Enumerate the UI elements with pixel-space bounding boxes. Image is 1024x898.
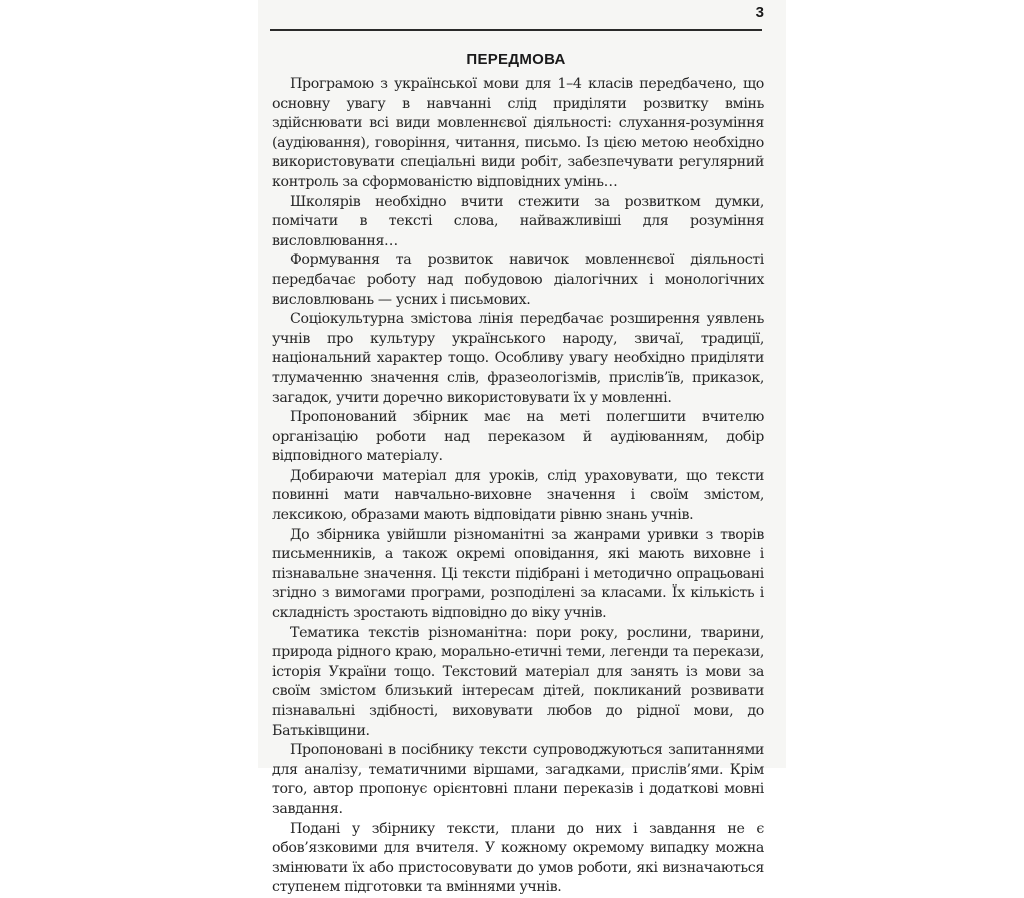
paragraph: Добираючи матеріал для уроків, слід ураховувати, що тексти повинні мати навчально-виховне значення і своїм змістом, лексикою, образами мають відповідати рівню знань учнів. — [272, 467, 764, 524]
page-title: ПЕРЕДМОВА — [466, 51, 566, 68]
body-text — [272, 75, 764, 898]
paragraph: Пропоновані в посібнику тексти супроводжуються запитаннями для аналізу, тематичними віршами, загадками, прислів’ями. Крім того, автор пропонує орієнтовні плани переказів і додаткові мовні завдання. — [272, 742, 764, 817]
paragraph: Соціокультурна змістова лінія передбачає розширення уявлень учнів про культуру українського народу, звичаї, традиції, національний характер тощо. Особливу увагу необхідно приділяти тлумаченню значення слів, фразеологізмів, прислів’їв, приказок, загадок, учити доречно використовувати їх у мовленні. — [272, 311, 764, 406]
paragraph: Пропонований збірник має на меті полегшити вчителю організацію роботи над переказом й аудіюванням, добір відповідного матеріалу. — [272, 409, 764, 465]
page-number: 3 — [755, 4, 764, 21]
right-margin — [786, 0, 1024, 768]
left-margin — [0, 0, 258, 768]
document-page — [258, 0, 786, 896]
paragraph: Програмою з української мови для 1–4 класів передбачено, що основну увагу в навчанні слід приділяти розвитку вмінь здійснювати всі види мовленнєвої діяльності: слухання-розуміння (аудіювання), говоріння, читання, письмо. Із цією метою необхідно використовувати спеціальні види робіт, забезпечувати регулярний контроль за сформованістю відповідних умінь… — [272, 76, 764, 190]
paragraph: Подані у збірнику тексти, плани до них і завдання не є обов’язковими для вчителя. У кожному окремому випадку можна змінювати їх або пристосовувати до умов роботи, які визначаються ступенем підготовки та вміннями учнів. — [272, 820, 764, 896]
header-divider — [270, 29, 762, 31]
paragraph: Школярів необхідно вчити стежити за розвитком думки, помічати в тексті слова, найважливіші для розуміння висловлювання… — [272, 193, 764, 249]
paragraph: Тематика текстів різноманітна: пори року, рослини, тварини, природа рідного краю, морально-етичні теми, легенди та перекази, історія України тощо. Текстовий матеріал для занять із мови за своїм змістом близький інтересам дітей, покликаний розвивати пізнавальні здібності, виховувати любов до рідної мови, до Батьківщини. — [272, 624, 764, 739]
paragraph: До збірника увійшли різноманітні за жанрами уривки з творів письменників, а також окремі оповідання, які мають виховне і пізнавальне значення. Ці тексти підібрані і методично опрацьовані згідно з вимогами програми, розподілені за класами. Їх кількість і складність зростають відповідно до віку учнів. — [272, 526, 764, 622]
paragraph: Формування та розвиток навичок мовленнєвої діяльності передбачає роботу над побудовою діалогічних і монологічних висловлювань — усних і письмових. — [272, 252, 764, 308]
